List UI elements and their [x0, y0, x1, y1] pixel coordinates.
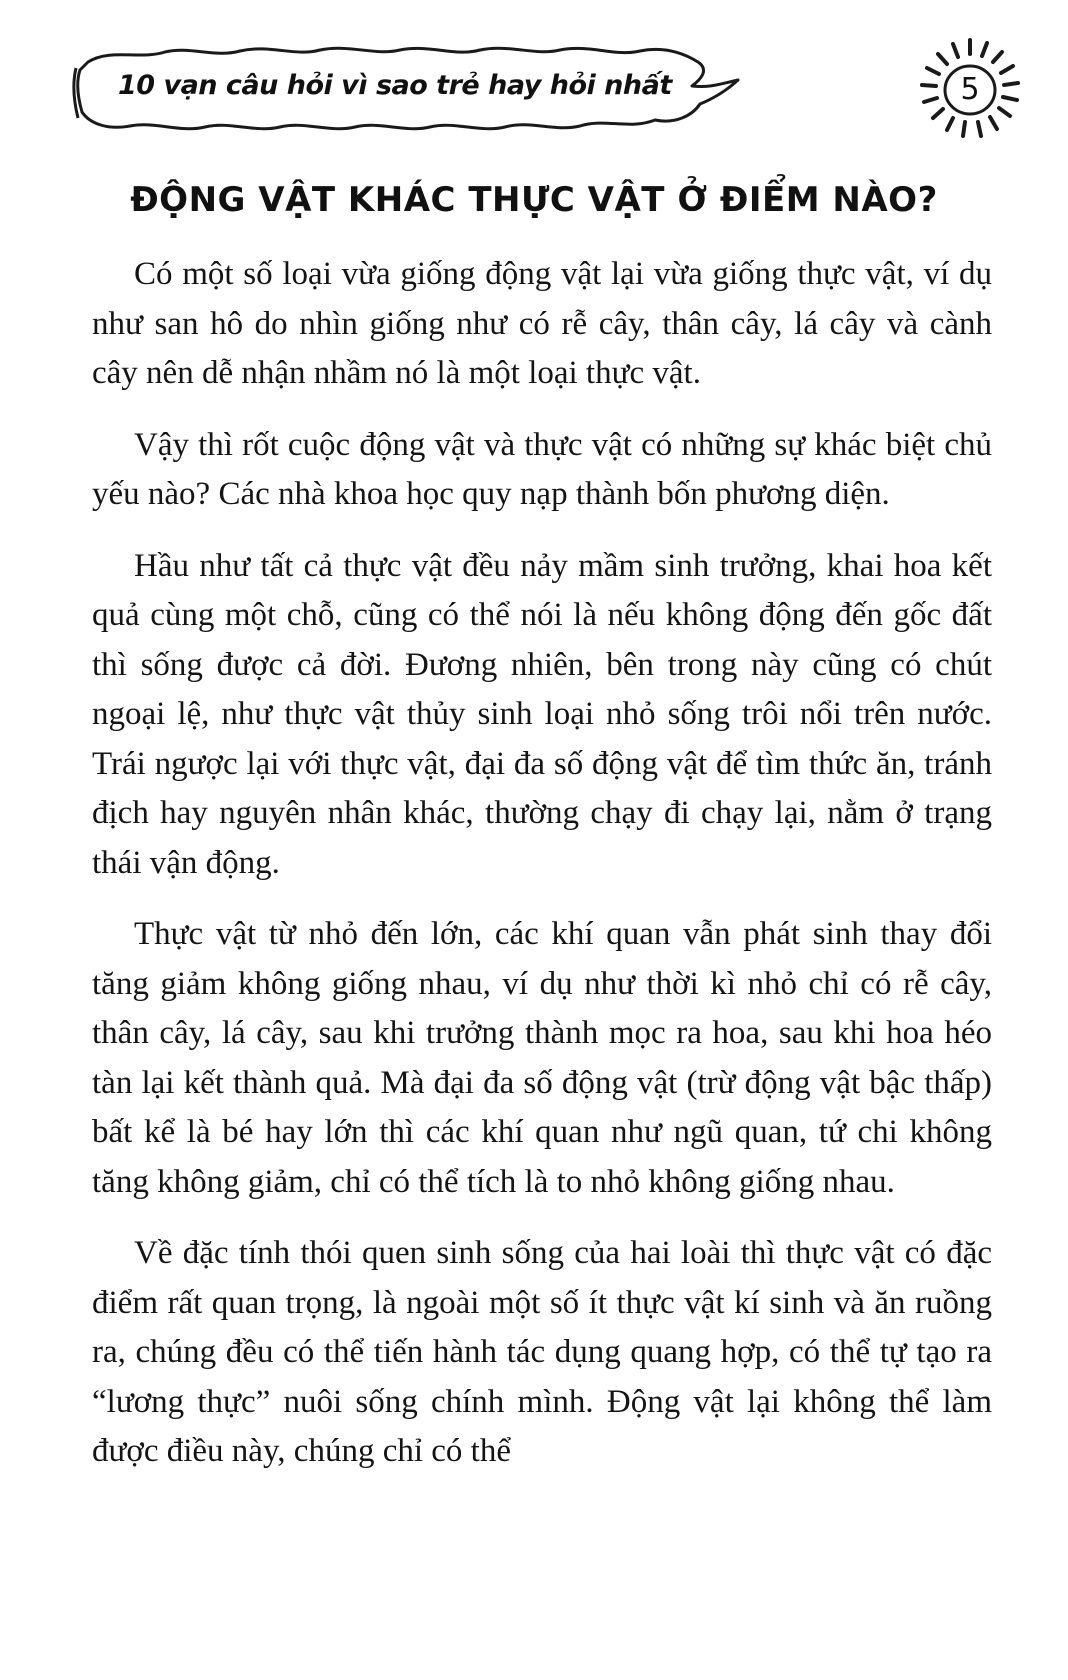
page-number: 5: [960, 72, 980, 107]
article-title: ĐỘNG VẬT KHÁC THỰC VẬT Ở ĐIỂM NÀO?: [130, 180, 938, 220]
series-title: 10 vạn câu hỏi vì sao trẻ hay hỏi nhất: [118, 70, 672, 101]
paragraph-5: Về đặc tính thói quen sinh sống của hai loài thì thực vật có đặc điểm rất quan trọng, là ngoài một số ít thực vật kí sinh và ăn ruồng ra, chúng đều có thể tiến hành tác dụng quang hợp, có thể tự tạo ra “lương thực” nuôi sống chính mình. Động vật lại không thể làm được điều này, chúng chỉ có thể: [92, 1235, 992, 1469]
header-banner: [70, 40, 750, 140]
article-body: [92, 250, 992, 1499]
paragraph-3: Hầu như tất cả thực vật đều nảy mầm sinh trưởng, khai hoa kết quả cùng một chỗ, cũng có thể nói là nếu không động đến gốc đất thì sống được cả đời. Đương nhiên, bên trong này cũng có chút ngoại lệ, như thực vật thủy sinh loại nhỏ sống trôi nổi trên nước. Trái ngược lại với thực vật, đại đa số động vật để tìm thức ăn, tránh địch hay nguyên nhân khác, thường chạy đi chạy lại, nằm ở trạng thái vận động.: [92, 547, 992, 881]
paragraph-1: Có một số loại vừa giống động vật lại vừa giống thực vật, ví dụ như san hô do nhìn giống như có rễ cây, thân cây, lá cây và cành cây nên dễ nhận nhầm nó là một loại thực vật.: [92, 256, 992, 391]
paragraph-4: Thực vật từ nhỏ đến lớn, các khí quan vẫn phát sinh thay đổi tăng giảm không giống nhau, ví dụ như thời kì nhỏ chỉ có rễ cây, thân cây, lá cây, sau khi trưởng thành mọc ra hoa, sau khi hoa héo tàn lại kết thành quả. Mà đại đa số động vật (trừ động vật bậc thấp) bất kể là bé hay lớn thì các khí quan như ngũ quan, tứ chi không tăng không giảm, chỉ có thể tích là to nhỏ không giống nhau.: [92, 916, 992, 1200]
paragraph-2: Vậy thì rốt cuộc động vật và thực vật có những sự khác biệt chủ yếu nào? Các nhà khoa học quy nạp thành bốn phương diện.: [92, 426, 992, 512]
page-number-badge: [905, 28, 1035, 158]
